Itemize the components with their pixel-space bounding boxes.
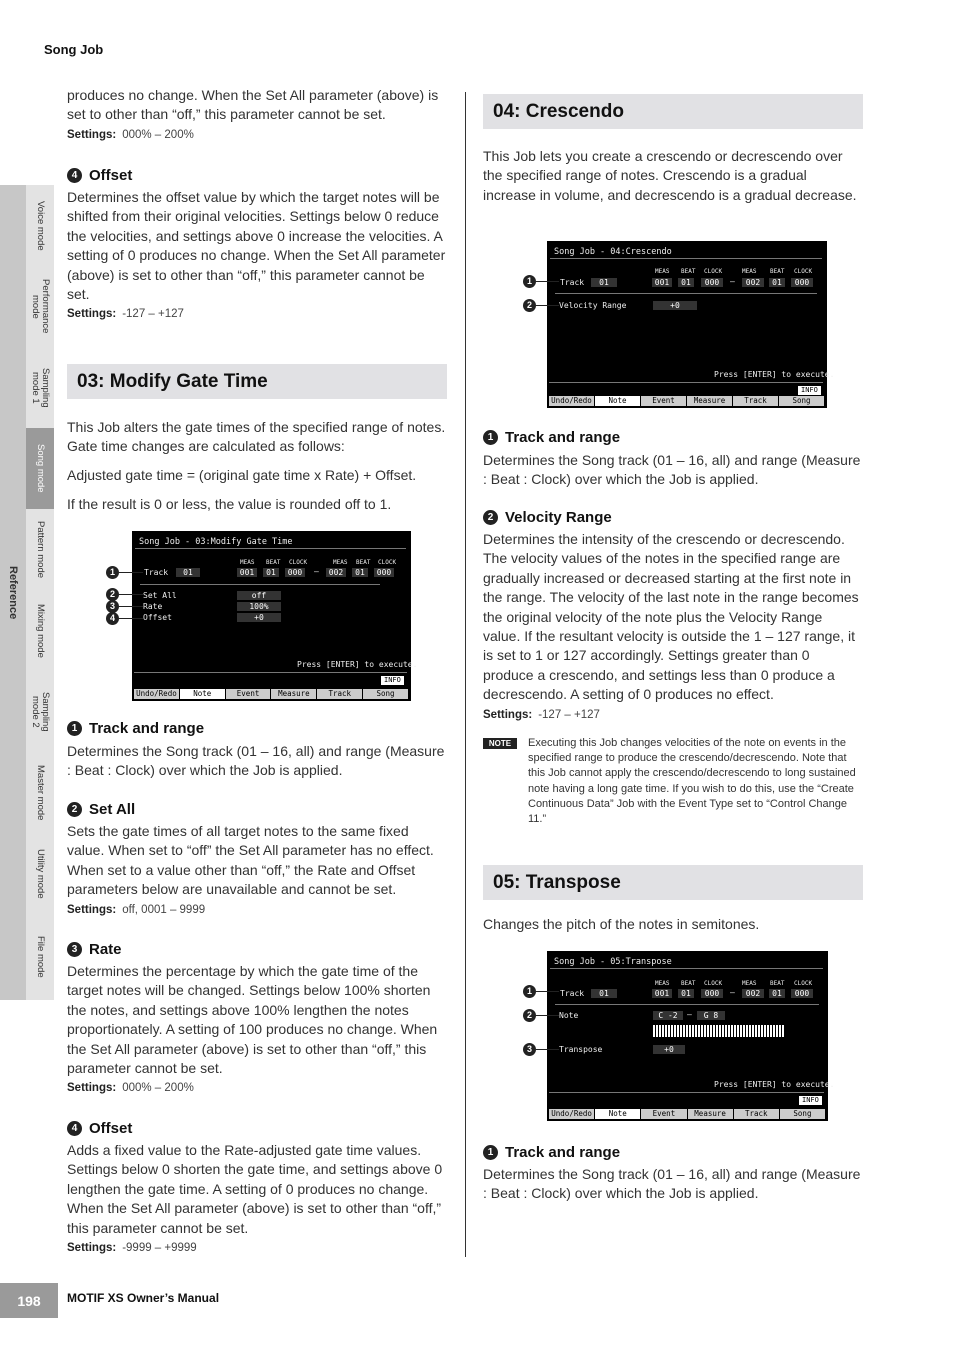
- side-tab-label: File mode: [35, 936, 46, 978]
- info-button[interactable]: INFO: [799, 1096, 822, 1105]
- tab-undo-redo[interactable]: Undo/Redo: [134, 689, 180, 699]
- number-badge: 3: [67, 942, 82, 957]
- rate-label: Rate: [143, 602, 163, 611]
- end-meas-value: 002: [742, 989, 764, 998]
- tab-track[interactable]: Track: [317, 689, 363, 699]
- callout-2: 2: [523, 299, 536, 312]
- screen-tab-bar: [134, 689, 409, 699]
- side-tab-label: Mixing mode: [35, 603, 46, 658]
- start-meas-value: 001: [237, 568, 257, 577]
- tab-undo-redo[interactable]: Undo/Redo: [549, 396, 595, 406]
- track-value: 01: [591, 989, 617, 998]
- settings-line: [483, 709, 600, 721]
- keyboard-graphic: [653, 1025, 785, 1037]
- velocity-range-value: +0: [653, 301, 697, 310]
- side-tab-utility-mode[interactable]: [26, 833, 54, 916]
- rounding-text: If the result is 0 or less, the value is rounded off to 1.: [67, 496, 392, 512]
- track-label: Track: [560, 989, 585, 998]
- number-badge: 2: [483, 510, 498, 525]
- track-label: Track: [144, 568, 169, 577]
- note-high-value: G 8: [697, 1011, 725, 1020]
- side-tab-label: Pattern mode: [35, 520, 46, 579]
- info-button[interactable]: INFO: [381, 676, 404, 685]
- clock-header: CLOCK: [794, 980, 813, 987]
- settings-label: Settings:: [67, 1082, 117, 1094]
- heading-text: Offset: [89, 1120, 133, 1137]
- number-badge: 1: [483, 1145, 498, 1160]
- side-tab-mixing-mode[interactable]: [26, 590, 54, 673]
- end-beat-value: 01: [352, 568, 368, 577]
- setall-value: off: [237, 591, 281, 600]
- set-all-heading: [67, 801, 135, 818]
- beat-header: BEAT: [681, 980, 696, 987]
- side-tab-label: Performance mode: [30, 279, 51, 334]
- page-number: 198: [0, 1283, 58, 1318]
- press-enter-text: Press [ENTER] to execute.: [714, 370, 835, 379]
- side-tab-sampling-mode-2[interactable]: [26, 671, 54, 754]
- start-beat-value: 01: [263, 568, 279, 577]
- settings-value: off, 0001 – 9999: [122, 904, 206, 916]
- side-tab-label: Sampling mode 2: [30, 691, 51, 732]
- screen-tab-bar: [549, 396, 825, 406]
- lcd-screen-transpose: Song Job - 05:Transpose MEAS BEAT CLOCK MEAS BEAT CLOCK Track 01 001 01 000 – 002 01 000 Note C -2 – G 8 Transpose +0 Press [ENTER] to execute. INFO Undo/Redo Note Event Measure Track Song: [547, 951, 828, 1121]
- tab-undo-redo[interactable]: Undo/Redo: [549, 1109, 595, 1119]
- lcd-screen-modify-gate-time: Song Job - 03:Modify Gate Time MEAS BEAT CLOCK MEAS BEAT CLOCK Track 01 001 01 000 – 002 01 000 Set All off Rate 100% Offset +0 Press [ENTER] to execute. INFO Undo/Redo Note Event Measure Track Song: [132, 531, 411, 701]
- velocity-range-body: Determines the intensity of the crescendo or decrescendo. The velocity values of the notes in the specified range are gradually increased or decreased starting at the first note in the range. The velocity of the last note in the range becomes the original velocity of the note plus the Velocity Range value. If the resultant velocity is outside the 1 – 127 range, it is set to 1 or 127 accordingly. Settings greater than 0 produce a crescendo, and settings less than 0 produce a decrescendo. A setting of 0 produces no effect.: [483, 531, 859, 703]
- meas-header: MEAS: [742, 980, 757, 987]
- tab-track[interactable]: Track: [733, 396, 779, 406]
- settings-line: [67, 1082, 194, 1094]
- beat-header: BEAT: [770, 268, 785, 275]
- side-tab-master-mode[interactable]: [26, 752, 54, 835]
- offset-body: Determines the offset value by which the target notes will be shifted from their original velocities. Settings below 0 reduce the velocities, and settings above 0 increase the velocities. A setting of 0 produces no change. When the Set All parameter (above) is set to other than “off,” this parameter cannot be set.: [67, 189, 446, 303]
- tab-event[interactable]: Event: [641, 396, 687, 406]
- press-enter-text: Press [ENTER] to execute.: [297, 660, 418, 669]
- transpose-label: Transpose: [559, 1045, 603, 1054]
- callout-2: 2: [523, 1009, 536, 1022]
- note-text: Executing this Job changes velocities of the note on events in the specified range to produce the crescendo/decrescendo. Note that this Job cannot apply the crescendo/decrescendo to long sustained note having a long gate time. If you wish to do this, use the “Create Continuous Data” Job with the Event Type set to “Control Change 11.”: [528, 737, 856, 826]
- end-clock-value: 000: [791, 278, 813, 287]
- heading-text: Offset: [89, 167, 133, 184]
- track-range-body-2: Determines the Song track (01 – 16, all) and range (Measure : Beat : Clock) over which the Job is applied.: [483, 1166, 861, 1202]
- note-low-value: C -2: [653, 1011, 683, 1020]
- tab-note[interactable]: Note: [595, 396, 641, 406]
- side-tab-performance-mode[interactable]: [26, 266, 54, 349]
- clock-header: CLOCK: [794, 268, 813, 275]
- clock-header: CLOCK: [289, 559, 308, 566]
- tab-note[interactable]: Note: [595, 1109, 641, 1119]
- clock-header: CLOCK: [704, 268, 723, 275]
- tab-song[interactable]: Song: [780, 1109, 826, 1119]
- start-beat-value: 01: [678, 989, 694, 998]
- velocity-range-label: Velocity Range: [559, 301, 627, 310]
- track-range-heading: [67, 720, 204, 737]
- tab-measure[interactable]: Measure: [687, 396, 733, 406]
- screen-tab-bar: [549, 1109, 826, 1119]
- crescendo-intro: This Job lets you create a crescendo or decrescendo over the specified range of notes. Crescendo is a gradual increase in volume, and decrescendo is a gradual decrease.: [483, 148, 857, 203]
- end-clock-value: 000: [791, 989, 813, 998]
- intro-paragraph: produces no change. When the Set All parameter (above) is set to other than “off,” this parameter cannot be set.: [67, 87, 439, 123]
- info-button[interactable]: INFO: [798, 386, 821, 395]
- callout-1: 1: [106, 566, 119, 579]
- settings-value: -9999 – +9999: [122, 1242, 197, 1254]
- transpose-intro: Changes the pitch of the notes in semitones.: [483, 916, 760, 932]
- side-tab-voice-mode[interactable]: [26, 185, 54, 268]
- start-beat-value: 01: [678, 278, 694, 287]
- tab-track[interactable]: Track: [734, 1109, 780, 1119]
- set-all-body: Sets the gate times of all target notes to the same fixed value. When set to “off” the Set All parameter has no effect. When set to a value other than “off,” the Rate and Offset parameters below are unavailable and cannot be set.: [67, 823, 434, 898]
- settings-value: -127 – +127: [538, 709, 600, 721]
- side-tab-label: Song mode: [35, 444, 46, 493]
- offset-value: +0: [237, 613, 281, 622]
- callout-2: 2: [106, 588, 119, 601]
- meas-header: MEAS: [655, 980, 670, 987]
- beat-header: BEAT: [770, 980, 785, 987]
- end-meas-value: 002: [742, 278, 764, 287]
- heading-text: Velocity Range: [505, 509, 612, 526]
- callout-3: 3: [106, 600, 119, 613]
- meas-header: MEAS: [333, 559, 348, 566]
- side-tab-file-mode[interactable]: [26, 914, 54, 1000]
- settings-line: [67, 308, 184, 320]
- start-meas-value: 001: [652, 989, 672, 998]
- side-tab-label: Utility mode: [35, 848, 46, 899]
- reference-label: Reference: [7, 565, 19, 620]
- track-range-body: Determines the Song track (01 – 16, all) and range (Measure : Beat : Clock) over which the Job is applied.: [67, 743, 445, 779]
- settings-label: Settings:: [67, 904, 117, 916]
- settings-label: Settings:: [67, 1242, 117, 1254]
- offset-heading: [67, 167, 132, 184]
- clock-header: CLOCK: [704, 980, 723, 987]
- note-label: Note: [559, 1011, 579, 1020]
- screen-title: Song Job - 03:Modify Gate Time: [139, 537, 293, 547]
- settings-value: 000% – 200%: [122, 1082, 194, 1094]
- heading-text: Track and range: [89, 720, 205, 737]
- number-badge: 4: [67, 1121, 82, 1136]
- settings-value: 000% – 200%: [122, 129, 194, 141]
- callout-1: 1: [523, 985, 536, 998]
- press-enter-text: Press [ENTER] to execute.: [714, 1080, 835, 1089]
- heading-text: Track and range: [505, 429, 621, 446]
- offset-label: Offset: [143, 613, 172, 622]
- meas-header: MEAS: [240, 559, 255, 566]
- tab-song[interactable]: Song: [363, 689, 409, 699]
- beat-header: BEAT: [681, 268, 696, 275]
- tab-event[interactable]: Event: [226, 689, 272, 699]
- start-clock-value: 000: [701, 278, 723, 287]
- end-beat-value: 01: [769, 278, 785, 287]
- heading-text: Rate: [89, 941, 122, 958]
- screen-title: Song Job - 05:Transpose: [554, 957, 672, 967]
- settings-line: [67, 904, 205, 916]
- number-badge: 4: [67, 168, 82, 183]
- note-icon: NOTE: [483, 738, 517, 749]
- start-meas-value: 001: [652, 278, 672, 287]
- settings-line: [67, 1242, 197, 1254]
- settings-value: -127 – +127: [122, 308, 184, 320]
- meas-header: MEAS: [655, 268, 670, 275]
- rate-body: Determines the percentage by which the gate time of the target notes will be changed. Settings below 100% shorten the notes, and settings above 100% lengthen the notes proportionately. A setting of 100 produces no change. When the Set All parameter (above) is set to other than “off,” this parameter cannot be set.: [67, 963, 438, 1077]
- side-tab-song-mode[interactable]: [26, 428, 54, 511]
- section-intro: This Job alters the gate times of the specified range of notes. Gate time changes are calculated as follows:: [67, 419, 446, 455]
- start-clock-value: 000: [701, 989, 723, 998]
- number-badge: 1: [483, 430, 498, 445]
- end-meas-value: 002: [326, 568, 346, 577]
- running-header: Song Job: [44, 42, 104, 57]
- offset-heading-2: [67, 1120, 132, 1137]
- tab-song[interactable]: Song: [779, 396, 825, 406]
- offset-body-2: Adds a fixed value to the Rate-adjusted gate time values. Settings below 0 shorten the gate time, and settings above 0 lengthen the gate time. A setting of 0 produces no change. When the Set All parameter (above) is set to other than “off,” this parameter cannot be set.: [67, 1142, 443, 1236]
- settings-label: Settings:: [67, 308, 117, 320]
- end-clock-value: 000: [374, 568, 394, 577]
- side-tab-label: Voice mode: [35, 200, 46, 251]
- section-title-crescendo: 04: Crescendo: [483, 94, 863, 129]
- callout-1: 1: [523, 275, 536, 288]
- screen-title: Song Job - 04:Crescendo: [554, 247, 672, 257]
- clock-header: CLOCK: [378, 559, 397, 566]
- column-divider: [465, 92, 466, 1257]
- beat-header: BEAT: [356, 559, 371, 566]
- tab-note[interactable]: Note: [180, 689, 226, 699]
- section-title-modify-gate-time: 03: Modify Gate Time: [67, 364, 447, 399]
- tab-measure[interactable]: Measure: [688, 1109, 734, 1119]
- heading-text: Set All: [89, 801, 136, 818]
- track-value: 01: [176, 568, 200, 577]
- meas-header: MEAS: [742, 268, 757, 275]
- settings-label: Settings:: [67, 129, 117, 141]
- end-beat-value: 01: [769, 989, 785, 998]
- heading-text: Track and range: [505, 1144, 621, 1161]
- track-value: 01: [591, 278, 617, 287]
- side-tab-label: Sampling mode 1: [30, 367, 51, 408]
- beat-header: BEAT: [266, 559, 281, 566]
- rate-heading: [67, 941, 122, 958]
- track-range-heading-2: [483, 1144, 620, 1161]
- manual-title: MOTIF XS Owner’s Manual: [67, 1291, 220, 1305]
- track-range-heading: [483, 429, 620, 446]
- side-tab-sampling-mode-1[interactable]: [26, 347, 54, 430]
- rate-value: 100%: [237, 602, 281, 611]
- start-clock-value: 000: [285, 568, 305, 577]
- callout-3: 3: [523, 1043, 536, 1056]
- setall-label: Set All: [143, 591, 177, 600]
- side-tab-label: Master mode: [35, 764, 46, 821]
- reference-tab: [0, 185, 26, 1000]
- lcd-screen-crescendo: Song Job - 04:Crescendo MEAS BEAT CLOCK MEAS BEAT CLOCK Track 01 001 01 000 – 002 01 000 Velocity Range +0 Press [ENTER] to execute. INFO Undo/Redo Note Event Measure Track Song: [547, 241, 827, 408]
- track-range-body: Determines the Song track (01 – 16, all) and range (Measure : Beat : Clock) over which the Job is applied.: [483, 452, 861, 488]
- track-label: Track: [560, 278, 585, 287]
- settings-line: [67, 129, 194, 141]
- settings-label: Settings:: [483, 709, 533, 721]
- tab-event[interactable]: Event: [641, 1109, 687, 1119]
- section-title-transpose: 05: Transpose: [483, 865, 863, 900]
- side-tab-pattern-mode[interactable]: [26, 509, 54, 592]
- transpose-value: +0: [653, 1045, 685, 1054]
- number-badge: 2: [67, 802, 82, 817]
- number-badge: 1: [67, 721, 82, 736]
- callout-4: 4: [106, 612, 119, 625]
- velocity-range-heading: [483, 509, 612, 526]
- tab-measure[interactable]: Measure: [271, 689, 317, 699]
- formula-text: Adjusted gate time = (original gate time x Rate) + Offset.: [67, 467, 417, 483]
